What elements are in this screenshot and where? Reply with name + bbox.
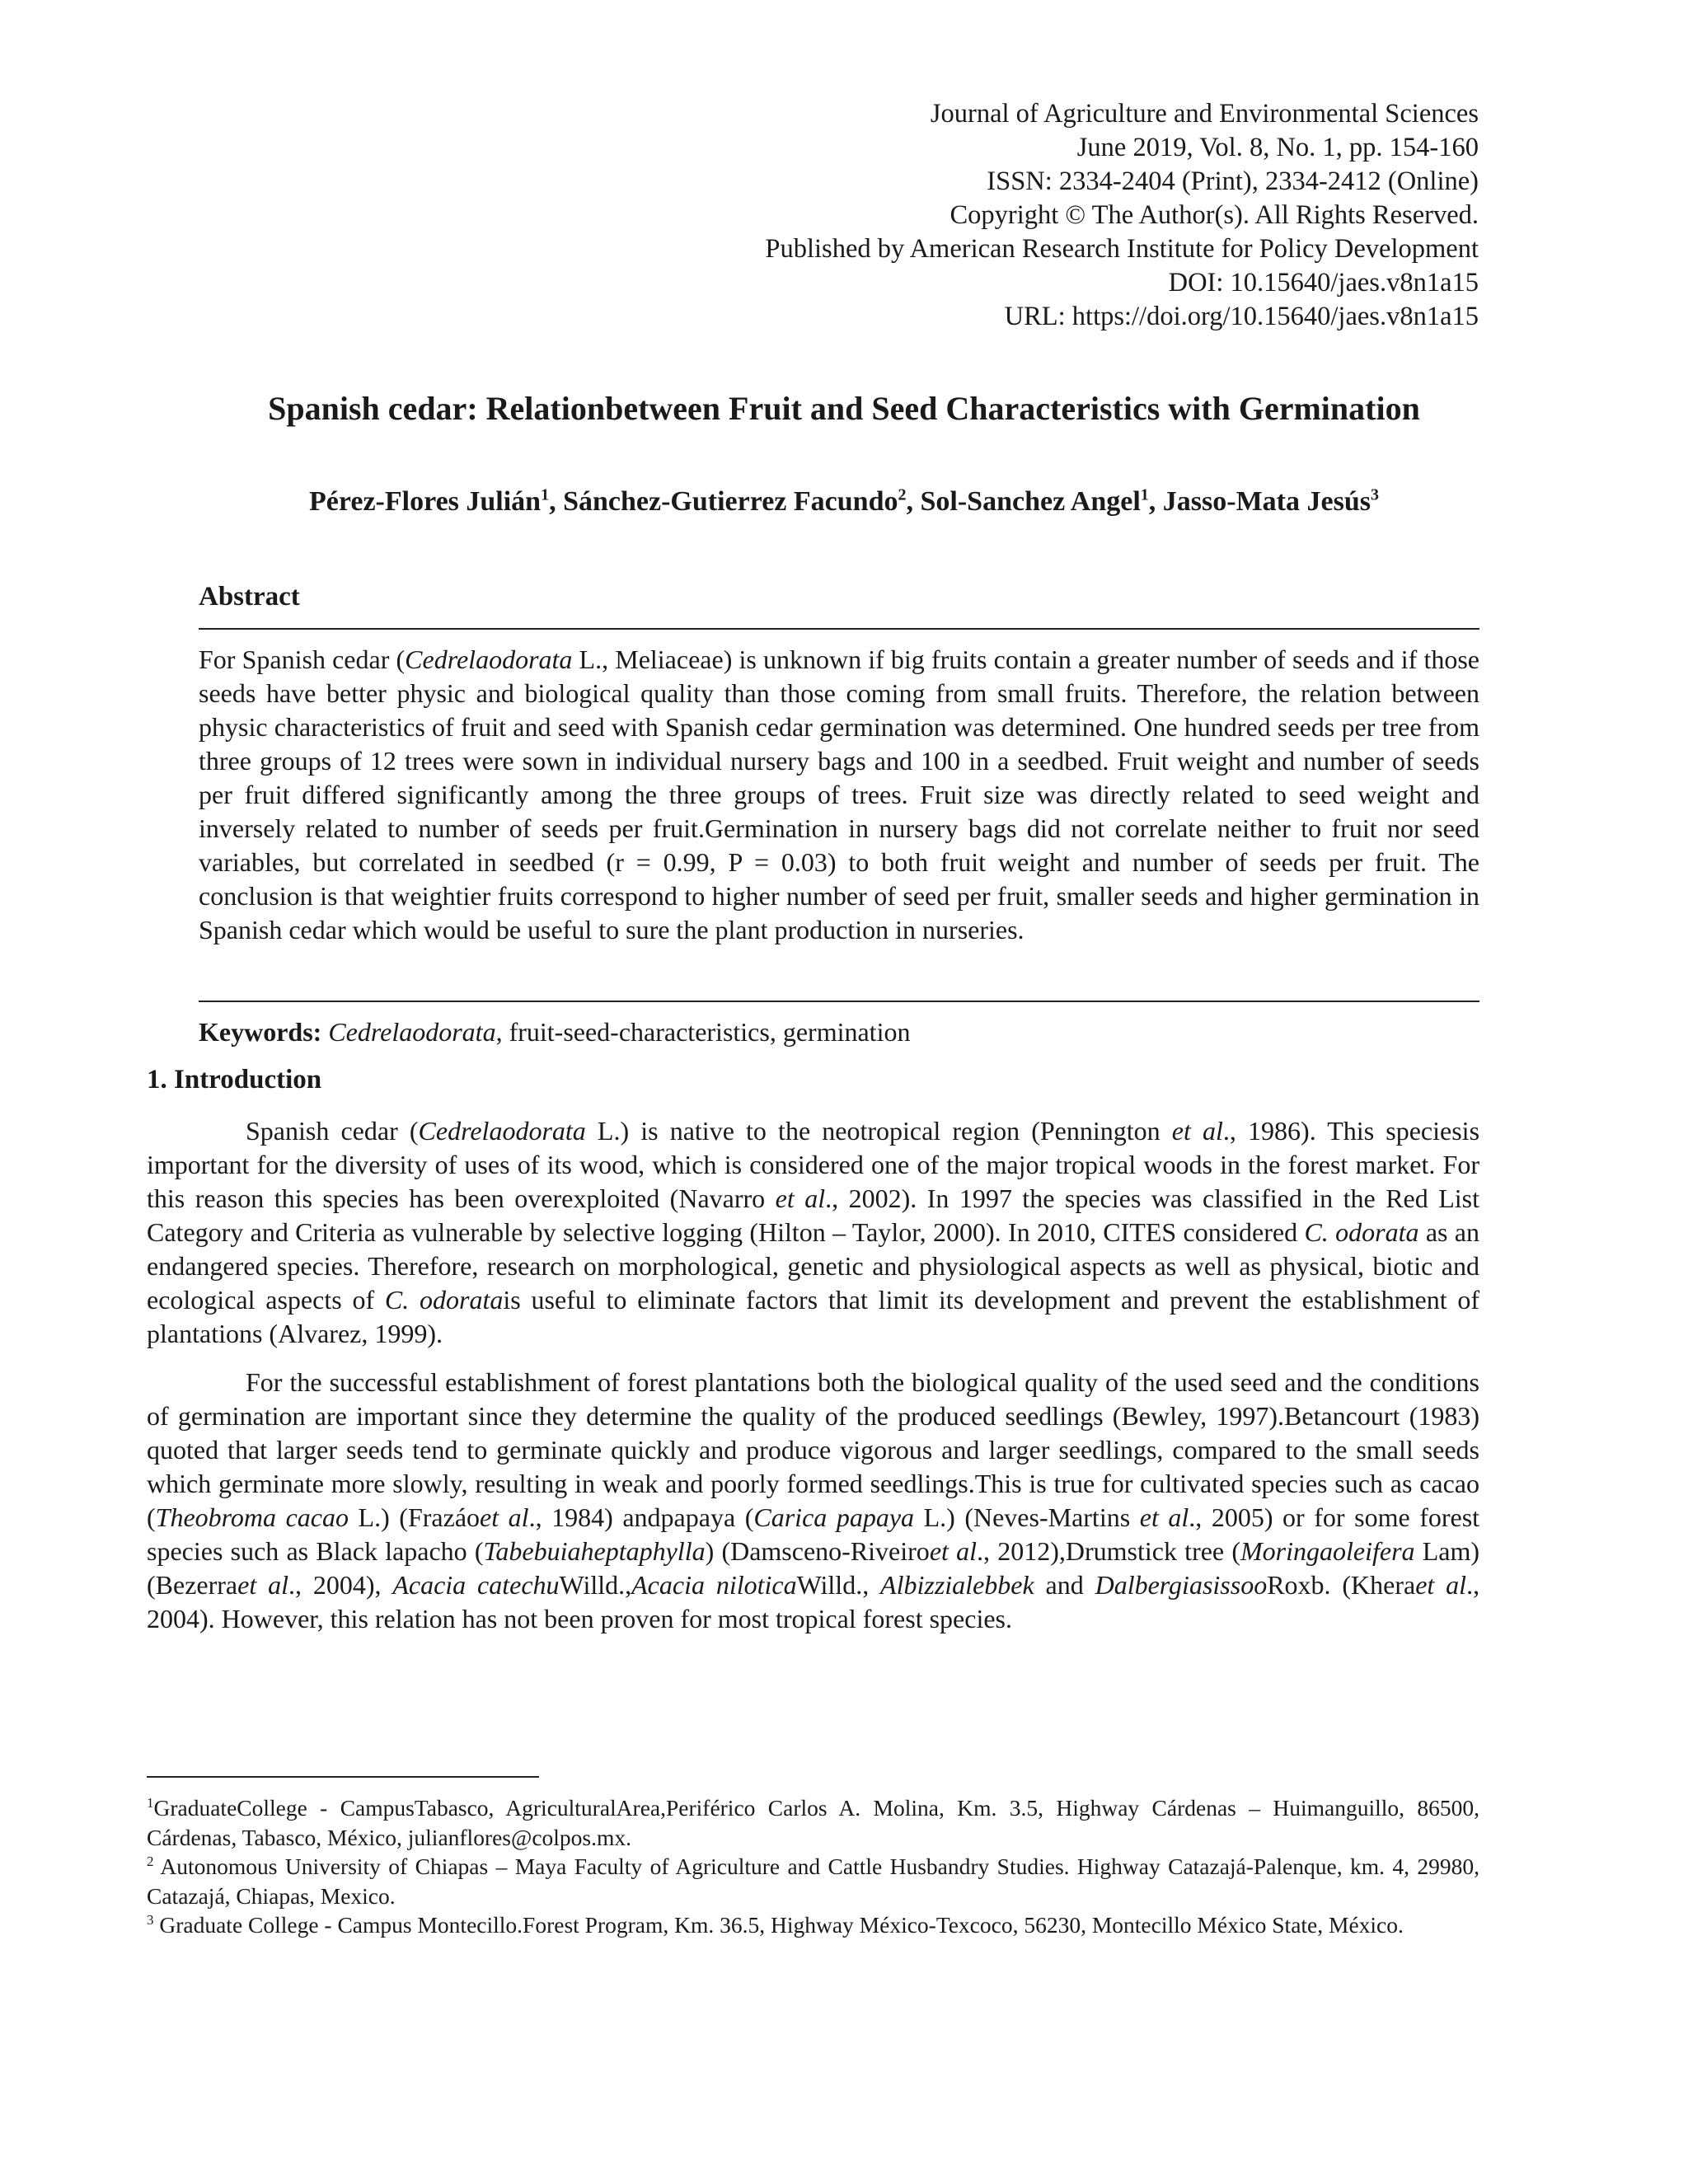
journal-publisher: Published by American Research Institute for Policy Development bbox=[765, 234, 1479, 264]
author-separator: , bbox=[549, 486, 564, 517]
footnote-marker: 3 bbox=[147, 1911, 154, 1928]
author-affiliation-marker: 1 bbox=[541, 485, 550, 504]
footnote-text: GraduateCollege - CampusTabasco, AgriculturalArea,Periférico Carlos A. Molina, Km. 3.5, Highway Cárdenas – Huimanguillo, 86500, Cárdenas, Tabasco, México, julianflores@colpos.mx. bbox=[147, 1795, 1479, 1850]
footnote-text: Graduate College - Campus Montecillo.Forest Program, Km. 36.5, Highway México-Texcoco, 56230, Montecillo México State, México. bbox=[153, 1912, 1404, 1938]
author-affiliation-marker: 2 bbox=[898, 485, 907, 504]
author-name: Jasso-Mata Jesús bbox=[1162, 486, 1371, 517]
author-list bbox=[0, 486, 1688, 518]
journal-copyright: Copyright © The Author(s). All Rights Reserved. bbox=[950, 200, 1479, 230]
species-name: Cedrelaodorata bbox=[405, 644, 573, 674]
footnote-item bbox=[147, 1910, 1479, 1940]
footnote-item bbox=[147, 1793, 1479, 1852]
author-name: Sánchez-Gutierrez Facundo bbox=[563, 486, 898, 517]
author-name: Sol-Sanchez Angel bbox=[920, 486, 1141, 517]
journal-doi: DOI: 10.15640/jaes.v8n1a15 bbox=[1168, 268, 1479, 298]
footnote-item bbox=[147, 1852, 1479, 1910]
footnote-marker: 2 bbox=[147, 1853, 154, 1869]
journal-url[interactable]: URL: https://doi.org/10.15640/jaes.v8n1a15 bbox=[1004, 302, 1479, 331]
journal-header bbox=[765, 97, 1479, 334]
author-name: Pérez-Flores Julián bbox=[309, 486, 542, 517]
footnote-marker: 1 bbox=[147, 1794, 154, 1811]
abstract-bottom-rule bbox=[199, 1001, 1479, 1002]
abstract-body: For Spanish cedar (Cedrelaodorata L., Meliaceae) is unknown if big fruits contain a greater number of seeds and if those seeds have better physic and biological quality than those coming from small fruits. Therefore, the relation between physic characteristics of fruit and seed with Spanish cedar germination was determined. One hundred seeds per tree from three groups of 12 trees were sown in individual nursery bags and 100 in a seedbed. Fruit weight and number of seeds per fruit differed significantly among the three groups of trees. Fruit size was directly related to seed weight and inversely related to number of seeds per fruit.Germination in nursery bags did not correlate neither to fruit nor seed variables, but correlated in seedbed (r = 0.99, P = 0.03) to both fruit weight and number of seeds per fruit. The conclusion is that weightier fruits correspond to higher number of seed per fruit, smaller seeds and higher germination in Spanish cedar which would be useful to sure the plant production in nurseries. bbox=[199, 644, 1480, 944]
abstract-top-rule bbox=[199, 628, 1479, 630]
paper-title: Spanish cedar: Relationbetween Fruit and Seed Characteristics with Germination bbox=[268, 390, 1420, 427]
introduction-heading: 1. Introduction bbox=[147, 1065, 322, 1094]
journal-name: Journal of Agriculture and Environmental Sciences bbox=[930, 99, 1479, 129]
author-separator: , bbox=[906, 486, 921, 517]
introduction-paragraph-2: For the successful establishment of forest plantations both the biological quality of the used seed and the conditions of germination are important since they determine the quality of the produced seedlings (Bewley, 1997).Betancourt (1983) quoted that larger seeds tend to germinate quickly and produce vigorous and larger seedlings, compared to the small seeds which germinate more slowly, resulting in weak and poorly formed seedlings.This is true for cultivated species such as cacao (Theobroma cacao L.) (Frazáoet al., 1984) andpapaya (Carica papaya L.) (Neves-Martins et al., 2005) or for some forest species such as Black lapacho (Tabebuiaheptaphylla) (Damsceno-Riveiroet al., 2012),Drumstick tree (Moringaoleifera Lam) (Bezerraet al., 2004), Acacia catechuWilld.,Acacia niloticaWilld., Albizzialebbek and DalbergiasissooRoxb. (Kheraet al., 2004). However, this relation has not been proven for most tropical forest species. bbox=[147, 1367, 1480, 1633]
author-affiliation-marker: 1 bbox=[1140, 485, 1149, 504]
footnotes bbox=[147, 1793, 1479, 1940]
abstract-heading: Abstract bbox=[199, 582, 300, 612]
journal-issn: ISSN: 2334-2404 (Print), 2334-2412 (Online) bbox=[987, 166, 1479, 196]
footnote-separator bbox=[147, 1776, 539, 1778]
author-affiliation-marker: 3 bbox=[1370, 485, 1379, 504]
journal-issue: June 2019, Vol. 8, No. 1, pp. 154-160 bbox=[1076, 133, 1479, 162]
author-separator: , bbox=[1148, 486, 1163, 517]
footnote-text: Autonomous University of Chiapas – Maya Faculty of Agriculture and Cattle Husbandry Studies. Highway Catazajá-Palenque, km. 4, 29980, Catazajá, Chiapas, Mexico. bbox=[147, 1854, 1479, 1909]
keywords bbox=[199, 1017, 910, 1047]
keywords-label: Keywords: bbox=[199, 1017, 322, 1047]
keyword-list: , fruit-seed-characteristics, germination bbox=[495, 1017, 911, 1047]
keyword-species: Cedrelaodorata bbox=[328, 1017, 496, 1047]
introduction-paragraph-1: Spanish cedar (Cedrelaodorata L.) is native to the neotropical region (Pennington et al., 1986). This speciesis important for the diversity of uses of its wood, which is considered one of the major tropical woods in the forest market. For this reason this species has been overexploited (Navarro et al., 2002). In 1997 the species was classified in the Red List Category and Criteria as vulnerable by selective logging (Hilton – Taylor, 2000). In 2010, CITES considered C. odorata as an endangered species. Therefore, research on morphological, genetic and physiological aspects as well as physical, biotic and ecological aspects of C. odoratais useful to eliminate factors that limit its development and prevent the establishment of plantations (Alvarez, 1999). bbox=[147, 1116, 1480, 1348]
